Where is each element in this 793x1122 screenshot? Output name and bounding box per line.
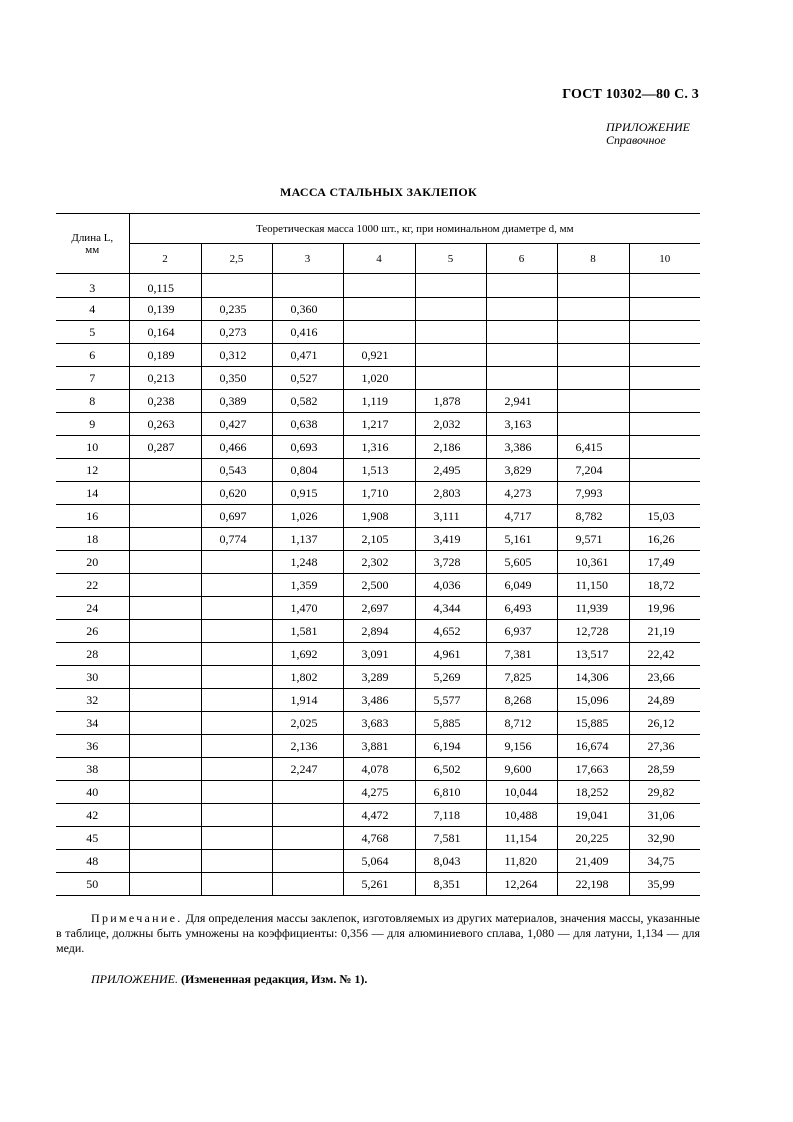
footer-edition-note: (Измененная редакция, Изм. № 1). (180, 972, 368, 986)
length-cell: 26 (56, 620, 129, 643)
mass-cell: 2,136 (272, 735, 343, 758)
mass-cell: 2,894 (343, 620, 415, 643)
mass-cell: 9,600 (486, 758, 557, 781)
mass-cell: 3,829 (486, 459, 557, 482)
length-cell: 9 (56, 413, 129, 436)
mass-cell: 10,361 (557, 551, 629, 574)
table-row (56, 666, 700, 689)
mass-cell: 17,663 (557, 758, 629, 781)
table-row (56, 551, 700, 574)
mass-cell: 3,386 (486, 436, 557, 459)
mass-cell: 16,26 (629, 528, 700, 551)
mass-cell: 14,306 (557, 666, 629, 689)
footer-line (91, 972, 367, 987)
mass-cell: 1,692 (272, 643, 343, 666)
mass-cell: 3,881 (343, 735, 415, 758)
mass-cell (129, 850, 201, 873)
mass-cell: 0,360 (272, 298, 343, 321)
table-row (56, 804, 700, 827)
length-cell: 24 (56, 597, 129, 620)
mass-cell (201, 551, 272, 574)
mass-cell: 13,517 (557, 643, 629, 666)
mass-cell: 3,163 (486, 413, 557, 436)
mass-cell: 4,078 (343, 758, 415, 781)
mass-cell (629, 436, 700, 459)
mass-cell (557, 344, 629, 367)
mass-cell (129, 666, 201, 689)
diameter-header: 6 (486, 244, 557, 274)
appendix-label: ПРИЛОЖЕНИЕ (606, 120, 690, 134)
mass-cell: 6,937 (486, 620, 557, 643)
mass-cell: 19,041 (557, 804, 629, 827)
length-cell: 34 (56, 712, 129, 735)
mass-cell (272, 274, 343, 298)
mass-cell: 2,025 (272, 712, 343, 735)
mass-cell (557, 274, 629, 298)
mass-cell: 0,693 (272, 436, 343, 459)
mass-cell (486, 321, 557, 344)
mass-cell: 0,235 (201, 298, 272, 321)
mass-cell: 0,350 (201, 367, 272, 390)
mass-cell: 0,389 (201, 390, 272, 413)
mass-cell: 16,674 (557, 735, 629, 758)
table-row (56, 597, 700, 620)
mass-cell: 1,908 (343, 505, 415, 528)
mass-cell: 3,289 (343, 666, 415, 689)
diameter-header: 3 (272, 244, 343, 274)
note-paragraph (56, 911, 700, 956)
table-row (56, 643, 700, 666)
mass-cell: 7,204 (557, 459, 629, 482)
mass-cell (272, 850, 343, 873)
mass-cell (201, 574, 272, 597)
mass-cell: 29,82 (629, 781, 700, 804)
mass-cell: 0,620 (201, 482, 272, 505)
length-cell: 16 (56, 505, 129, 528)
mass-cell: 15,096 (557, 689, 629, 712)
mass-cell (486, 274, 557, 298)
mass-cell (129, 505, 201, 528)
mass-cell: 0,273 (201, 321, 272, 344)
mass-cell: 0,263 (129, 413, 201, 436)
note-label: Примечание. (91, 911, 183, 925)
mass-cell (129, 712, 201, 735)
mass-cell: 9,571 (557, 528, 629, 551)
mass-cell: 1,119 (343, 390, 415, 413)
mass-cell (272, 781, 343, 804)
mass-cell: 5,605 (486, 551, 557, 574)
diameter-header: 5 (415, 244, 486, 274)
length-unit: мм (85, 243, 100, 256)
table-row (56, 367, 700, 390)
table-row (56, 505, 700, 528)
mass-cell: 12,728 (557, 620, 629, 643)
mass-cell: 9,156 (486, 735, 557, 758)
mass-cell: 0,287 (129, 436, 201, 459)
table-row (56, 850, 700, 873)
mass-cell (557, 413, 629, 436)
mass-cell (486, 344, 557, 367)
mass-cell: 0,471 (272, 344, 343, 367)
table-row (56, 873, 700, 896)
mass-cell (201, 689, 272, 712)
table-row (56, 528, 700, 551)
mass-cell: 2,032 (415, 413, 486, 436)
mass-cell: 28,59 (629, 758, 700, 781)
mass-cell: 18,72 (629, 574, 700, 597)
mass-cell: 8,268 (486, 689, 557, 712)
mass-cell: 8,712 (486, 712, 557, 735)
mass-cell (129, 528, 201, 551)
mass-cell: 4,275 (343, 781, 415, 804)
diameter-header: 4 (343, 244, 415, 274)
mass-cell: 0,312 (201, 344, 272, 367)
mass-cell: 0,427 (201, 413, 272, 436)
mass-cell (129, 574, 201, 597)
mass-cell (129, 482, 201, 505)
table-row (56, 482, 700, 505)
mass-cell (129, 735, 201, 758)
mass-cell: 2,302 (343, 551, 415, 574)
mass-cell: 10,044 (486, 781, 557, 804)
mass-cell: 27,36 (629, 735, 700, 758)
mass-cell: 1,248 (272, 551, 343, 574)
mass-cell: 12,264 (486, 873, 557, 896)
mass-cell: 0,527 (272, 367, 343, 390)
mass-cell: 32,90 (629, 827, 700, 850)
mass-cell: 5,577 (415, 689, 486, 712)
mass-cell: 5,261 (343, 873, 415, 896)
mass-cell: 7,118 (415, 804, 486, 827)
mass-cell: 35,99 (629, 873, 700, 896)
mass-cell (201, 804, 272, 827)
mass-cell (129, 551, 201, 574)
mass-cell: 3,486 (343, 689, 415, 712)
mass-cell: 22,42 (629, 643, 700, 666)
mass-cell: 17,49 (629, 551, 700, 574)
mass-cell (415, 321, 486, 344)
mass-cell: 8,351 (415, 873, 486, 896)
mass-cell: 34,75 (629, 850, 700, 873)
mass-cell: 0,697 (201, 505, 272, 528)
mass-cell: 4,961 (415, 643, 486, 666)
mass-cell: 1,020 (343, 367, 415, 390)
mass-cell (272, 804, 343, 827)
mass-cell (557, 321, 629, 344)
mass-cell (129, 827, 201, 850)
table-row (56, 689, 700, 712)
length-cell: 4 (56, 298, 129, 321)
table-row (56, 459, 700, 482)
mass-cell: 15,03 (629, 505, 700, 528)
length-cell: 3 (56, 274, 129, 298)
mass-cell: 21,409 (557, 850, 629, 873)
mass-cell: 0,915 (272, 482, 343, 505)
length-cell: 32 (56, 689, 129, 712)
table-row (56, 712, 700, 735)
mass-cell (557, 367, 629, 390)
mass-cell: 1,802 (272, 666, 343, 689)
mass-cell: 3,419 (415, 528, 486, 551)
mass-cell: 11,939 (557, 597, 629, 620)
mass-cell: 4,036 (415, 574, 486, 597)
mass-cell: 3,728 (415, 551, 486, 574)
mass-cell: 2,500 (343, 574, 415, 597)
mass-cell (129, 804, 201, 827)
mass-cell: 0,543 (201, 459, 272, 482)
mass-cell: 1,137 (272, 528, 343, 551)
mass-cell: 0,213 (129, 367, 201, 390)
mass-cell: 1,316 (343, 436, 415, 459)
mass-cell: 1,470 (272, 597, 343, 620)
mass-cell: 4,652 (415, 620, 486, 643)
mass-cell: 31,06 (629, 804, 700, 827)
mass-cell: 7,825 (486, 666, 557, 689)
mass-cell (415, 274, 486, 298)
mass-cell (343, 274, 415, 298)
mass-cell (201, 643, 272, 666)
mass-cell: 0,189 (129, 344, 201, 367)
mass-cell (629, 274, 700, 298)
length-cell: 20 (56, 551, 129, 574)
mass-cell (129, 459, 201, 482)
mass-cell (629, 298, 700, 321)
mass-cell: 11,154 (486, 827, 557, 850)
mass-cell: 22,198 (557, 873, 629, 896)
mass-cell (629, 413, 700, 436)
mass-cell (415, 344, 486, 367)
document-title: МАССА СТАЛЬНЫХ ЗАКЛЕПОК (279, 185, 478, 199)
mass-cell: 2,697 (343, 597, 415, 620)
mass-cell (201, 620, 272, 643)
mass-cell (201, 850, 272, 873)
mass-cell: 11,150 (557, 574, 629, 597)
mass-cell: 6,493 (486, 597, 557, 620)
mass-cell: 6,049 (486, 574, 557, 597)
mass-cell: 1,914 (272, 689, 343, 712)
mass-cell: 1,359 (272, 574, 343, 597)
mass-cell: 6,415 (557, 436, 629, 459)
diameter-header: 8 (557, 244, 629, 274)
mass-cell (129, 758, 201, 781)
mass-cell (272, 873, 343, 896)
mass-cell: 7,993 (557, 482, 629, 505)
mass-cell: 6,194 (415, 735, 486, 758)
length-cell: 18 (56, 528, 129, 551)
mass-cell: 6,810 (415, 781, 486, 804)
note-text: Для определения массы заклепок, изготовляемых из других материалов, значения массы, указанные в таблице, должны быть умножены на коэффициенты: 0,356 — для алюминиевого сплава, 1,080 — для латуни, 1,134 — для меди. (56, 911, 700, 955)
length-cell: 14 (56, 482, 129, 505)
mass-cell: 6,502 (415, 758, 486, 781)
mass-cell (629, 459, 700, 482)
mass-cell (557, 298, 629, 321)
length-cell: 50 (56, 873, 129, 896)
mass-cell: 7,581 (415, 827, 486, 850)
mass-cell (201, 274, 272, 298)
mass-cell: 1,878 (415, 390, 486, 413)
length-cell: 7 (56, 367, 129, 390)
mass-cell: 10,488 (486, 804, 557, 827)
mass-cell (201, 873, 272, 896)
mass-cell (201, 712, 272, 735)
mass-cell: 18,252 (557, 781, 629, 804)
length-header-cell (56, 214, 129, 274)
length-cell: 12 (56, 459, 129, 482)
mass-cell (343, 298, 415, 321)
length-cell: 6 (56, 344, 129, 367)
mass-cell: 24,89 (629, 689, 700, 712)
mass-cell: 0,774 (201, 528, 272, 551)
mass-cell (557, 390, 629, 413)
mass-cell: 0,582 (272, 390, 343, 413)
mass-cell (343, 321, 415, 344)
table-row (56, 321, 700, 344)
length-cell: 30 (56, 666, 129, 689)
length-cell: 40 (56, 781, 129, 804)
mass-cell (486, 298, 557, 321)
diameter-header-row (56, 244, 700, 274)
mass-cell: 0,638 (272, 413, 343, 436)
mass-cell: 5,885 (415, 712, 486, 735)
mass-cell: 26,12 (629, 712, 700, 735)
table-row (56, 758, 700, 781)
table-row (56, 390, 700, 413)
mass-cell: 2,186 (415, 436, 486, 459)
mass-cell (201, 597, 272, 620)
mass-cell: 4,344 (415, 597, 486, 620)
mass-cell: 2,247 (272, 758, 343, 781)
mass-cell (629, 390, 700, 413)
table-row (56, 735, 700, 758)
mass-cell: 3,683 (343, 712, 415, 735)
mass-cell (129, 620, 201, 643)
mass-cell (415, 367, 486, 390)
length-cell: 42 (56, 804, 129, 827)
diameter-header: 2 (129, 244, 201, 274)
diameter-header: 10 (629, 244, 700, 274)
mass-cell: 5,161 (486, 528, 557, 551)
mass-cell: 15,885 (557, 712, 629, 735)
mass-cell: 4,472 (343, 804, 415, 827)
mass-cell: 0,238 (129, 390, 201, 413)
mass-cell (201, 781, 272, 804)
mass-cell: 4,717 (486, 505, 557, 528)
mass-cell: 8,043 (415, 850, 486, 873)
mass-cell (129, 643, 201, 666)
mass-cell: 1,026 (272, 505, 343, 528)
mass-cell: 0,139 (129, 298, 201, 321)
mass-cell: 1,513 (343, 459, 415, 482)
mass-cell: 1,217 (343, 413, 415, 436)
table-row (56, 274, 700, 298)
mass-cell: 0,416 (272, 321, 343, 344)
length-cell: 38 (56, 758, 129, 781)
length-cell: 36 (56, 735, 129, 758)
mass-cell: 4,273 (486, 482, 557, 505)
length-cell: 8 (56, 390, 129, 413)
table-row (56, 574, 700, 597)
mass-cell (272, 827, 343, 850)
mass-cell: 3,111 (415, 505, 486, 528)
mass-cell: 19,96 (629, 597, 700, 620)
length-cell: 28 (56, 643, 129, 666)
mass-cell: 0,804 (272, 459, 343, 482)
mass-cell: 23,66 (629, 666, 700, 689)
rivet-mass-table (56, 213, 700, 896)
mass-cell: 7,381 (486, 643, 557, 666)
table-row (56, 344, 700, 367)
mass-cell: 0,466 (201, 436, 272, 459)
mass-cell (629, 321, 700, 344)
mass-cell: 2,803 (415, 482, 486, 505)
mass-cell (629, 367, 700, 390)
table-row (56, 827, 700, 850)
mass-cell (415, 298, 486, 321)
mass-cell: 5,064 (343, 850, 415, 873)
mass-cell (201, 735, 272, 758)
length-cell: 10 (56, 436, 129, 459)
table-body (56, 274, 700, 896)
mass-cell (486, 367, 557, 390)
appendix-block (606, 121, 690, 147)
length-cell: 45 (56, 827, 129, 850)
mass-cell (201, 666, 272, 689)
mass-cell: 0,921 (343, 344, 415, 367)
footer-appendix-ref: ПРИЛОЖЕНИЕ. (91, 972, 178, 986)
diameter-header: 2,5 (201, 244, 272, 274)
length-cell: 48 (56, 850, 129, 873)
table-row (56, 781, 700, 804)
mass-cell (629, 344, 700, 367)
table-row (56, 413, 700, 436)
mass-cell: 2,941 (486, 390, 557, 413)
table-row (56, 298, 700, 321)
mass-cell (201, 827, 272, 850)
mass-cell (629, 482, 700, 505)
mass-cell: 2,105 (343, 528, 415, 551)
mass-cell: 5,269 (415, 666, 486, 689)
mass-cell: 0,115 (129, 274, 201, 298)
mass-cell: 2,495 (415, 459, 486, 482)
mass-cell (129, 873, 201, 896)
mass-cell: 11,820 (486, 850, 557, 873)
mass-cell: 8,782 (557, 505, 629, 528)
mass-cell: 1,710 (343, 482, 415, 505)
length-cell: 5 (56, 321, 129, 344)
mass-cell: 1,581 (272, 620, 343, 643)
mass-cell (201, 758, 272, 781)
mass-cell: 3,091 (343, 643, 415, 666)
table-row (56, 436, 700, 459)
mass-cell (129, 781, 201, 804)
mass-header: Теоретическая масса 1000 шт., кг, при номинальном диаметре d, мм (129, 214, 700, 244)
mass-cell: 4,768 (343, 827, 415, 850)
length-cell: 22 (56, 574, 129, 597)
mass-cell: 20,225 (557, 827, 629, 850)
mass-cell (129, 689, 201, 712)
mass-cell: 21,19 (629, 620, 700, 643)
page-header: ГОСТ 10302—80 С. 3 (562, 87, 699, 102)
mass-cell: 0,164 (129, 321, 201, 344)
table-row (56, 620, 700, 643)
mass-cell (129, 597, 201, 620)
length-header: Длина L, (71, 231, 114, 244)
appendix-type: Справочное (606, 133, 666, 147)
